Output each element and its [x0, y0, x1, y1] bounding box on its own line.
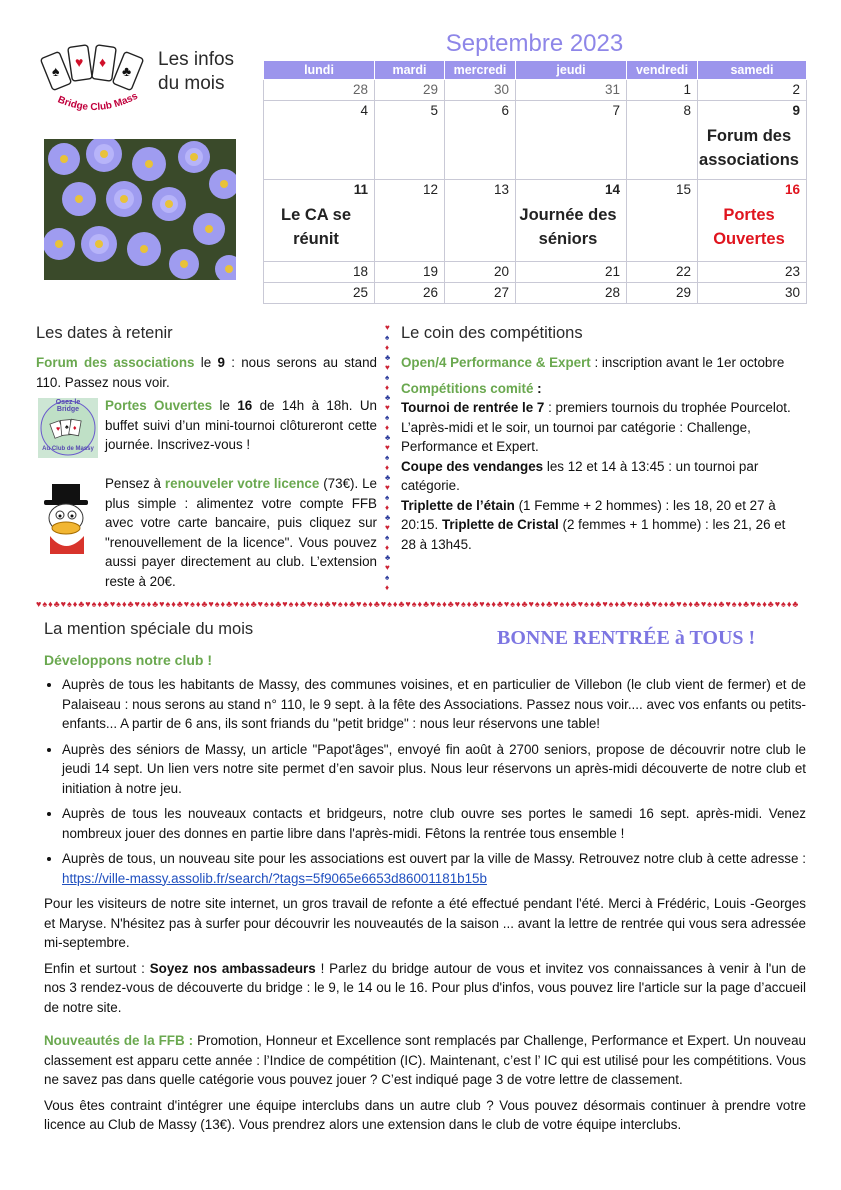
- suit-glyph: ♠: [385, 413, 390, 422]
- day-cell: 29: [627, 283, 698, 304]
- portes-paragraph: [105, 396, 377, 455]
- mention-subheading: Développons notre club !: [44, 652, 213, 668]
- day-cell: 21: [516, 262, 627, 283]
- open-text: : inscription avant le 1er octobre: [590, 355, 785, 370]
- forum-day: 9: [217, 355, 225, 370]
- day-cell: 22: [627, 262, 698, 283]
- suit-glyph: ♥: [385, 363, 390, 372]
- ffb-text: Promotion, Honneur et Excellence sont remplacés par Challenge, Performance et Expert. Un nouveau classement est apparu cette année : l’Indice de compétition (IC). Maintenant, c’est l’ IC qui est utilisé pour les compétitions. Vous ne savez pas dans quelle catégorie vous pouvez jouer ? C’est indiqué page 3 de votre lettre de classement.: [44, 1033, 806, 1087]
- suit-glyph: ♦: [385, 383, 390, 392]
- triplette-paragraph: [401, 496, 804, 555]
- day-header: samedi: [698, 61, 807, 80]
- suit-glyph: ♣: [385, 553, 391, 562]
- licence-text: Pensez à: [105, 476, 165, 491]
- badge-bottom-text: Au Club de Massy: [42, 446, 94, 452]
- licence-text: (73€). Le plus simple : alimentez votre compte FFB avec votre carte bancaire, puis cliquez sur "renouvellement de la licence". Vous pouvez aussi payer directement au club. L’extension reste à 20€.: [105, 476, 377, 589]
- badge-top-text: Osez le Bridge: [55, 399, 81, 413]
- suit-separator: ♥♠♦♣♥♠♦♣♥♠♦♣♥♠♦♣♥♠♦♣♥♠♦♣♥♠♦♣♥♠♦♣♥♠♦♣♥♠♦♣♥♠♦♣♥♠♦♣♥♠♦♣♥♠♦♣♥♠♦♣♥♠♦♣♥♠♦♣♥♠♦♣♥♠♦♣♥♠♦♣♥♠♦♣♥♠♦♣♥♠♦♣♥♠♦♣♥♠♦♣♥♠♦♣♥♠♦♣♥♠♦♣♥♠♦♣♥♠♦♣♥♠♦♣: [36, 599, 800, 609]
- dates-heading: Les dates à retenir: [36, 324, 173, 342]
- suit-glyph: ♦: [385, 583, 390, 592]
- suit-glyph: ♦: [385, 423, 390, 432]
- vendanges-text: les 12 et 14 à 13:45 : un tournoi par catégorie.: [401, 458, 759, 493]
- svg-text:♠: ♠: [52, 63, 60, 79]
- suit-glyph: ♠: [385, 373, 390, 382]
- day-cell: 27: [445, 283, 516, 304]
- comite-line: [401, 379, 804, 399]
- day-cell: 25: [264, 283, 375, 304]
- suit-glyph: ♠: [385, 533, 390, 542]
- day-cell: 7: [516, 101, 627, 180]
- day-cell: 12: [375, 180, 445, 262]
- portes-day: 16: [237, 398, 253, 413]
- day-header: lundi: [264, 61, 375, 80]
- licence-paragraph-top: [105, 474, 377, 591]
- svg-text:♥: ♥: [75, 54, 84, 70]
- refonte-paragraph: Pour les visiteurs de notre site internet, un gros travail de refonte a été effectué pendant l'été. Merci à Frédéric, Louis -Georges et Maryse. N'hésitez pas à surfer pour découvrir les nouveautés de la saison ... avant la lettre de rentrée qui vous sera adressée mi-septembre.: [44, 896, 806, 950]
- osez-le-bridge-badge: [38, 398, 98, 458]
- open-paragraph: [401, 353, 804, 373]
- interclubs-paragraph: Vous êtes contraint d'intégrer une équipe interclubs dans un autre club ? Vous pouvez désormais continuer à prendre votre licence au Club de Massy (13€). Vous prendrez alors une extension dans le club de votre équipe interclubs.: [44, 1097, 806, 1132]
- suit-glyph: ♥: [385, 403, 390, 412]
- suit-glyph: ♦: [385, 343, 390, 352]
- rentree-label: Tournoi de rentrée le 7: [401, 400, 545, 415]
- etain-text: (1 Femme + 2 hommes) : les 18, 20 et 27 à 20:15.: [401, 497, 776, 532]
- etain-label: Triplette de l’étain: [401, 497, 515, 513]
- suit-glyph: ♥: [385, 323, 390, 332]
- event-ca: Le CA se réunit: [281, 206, 351, 248]
- day-cell: 13: [445, 180, 516, 262]
- portes-text: le: [212, 398, 238, 413]
- day-cell: 15: [627, 180, 698, 262]
- calendar-title: Septembre 2023: [445, 30, 624, 57]
- ffb-paragraph: [36, 1031, 806, 1090]
- list-item: [62, 849, 806, 888]
- day-header: mercredi: [445, 61, 516, 80]
- ambassadeurs-paragraph: [36, 959, 806, 1018]
- club-logo: [38, 40, 148, 132]
- svg-text:♦: ♦: [73, 425, 77, 432]
- day-cell-event: [516, 180, 627, 262]
- event-portes-ouvertes: Portes Ouvertes: [713, 206, 785, 248]
- suit-glyph: ♣: [385, 353, 391, 362]
- day-cell: 28: [264, 80, 375, 101]
- svg-text:♠: ♠: [65, 424, 69, 431]
- rentree-paragraph: [401, 398, 804, 457]
- rentree-text: : premiers tournois du trophée Pourcelot. L’après-midi et le soir, un tournoi par catégorie : Challenge, Performance et Expert.: [401, 400, 791, 454]
- suit-glyph: ♠: [385, 453, 390, 462]
- day-number: 11: [353, 182, 368, 197]
- assolib-link[interactable]: https://ville-massy.assolib.fr/search/?tags=5f9065e6653d86001181b15b: [62, 870, 487, 886]
- title-line-2: du mois: [158, 73, 225, 94]
- calendar-week-row: [264, 180, 807, 262]
- day-cell: 30: [698, 283, 807, 304]
- suit-glyph: ♣: [385, 393, 391, 402]
- day-number: 14: [604, 182, 620, 197]
- calendar-header-row: [264, 61, 807, 80]
- suit-glyph: ♠: [385, 333, 390, 342]
- day-header: mardi: [375, 61, 445, 80]
- cristal-text: (2 femmes + 1 homme) : les 21, 26 et 28 à 13h45.: [401, 517, 786, 552]
- list-item: • Auprès de tous les habitants de Massy, des communes voisines, et en particulier de Villebon (le club vient de fermer) et de Palaiseau : nous serons au stand n° 110, le 9 sept. à la fête des Associations. Passez nous voir.... avec vos enfants ou petits-enfants... A partir de 6 ans, ils sont friands du "petit bridge" : nous leur réservons une table!: [62, 675, 806, 734]
- day-number: 9: [792, 103, 800, 118]
- suit-glyph: ♥: [385, 483, 390, 492]
- club-name: Bridge Club Mass: [55, 90, 140, 114]
- day-cell: 29: [375, 80, 445, 101]
- bullet-list: [36, 675, 806, 888]
- day-cell-event: [698, 180, 807, 262]
- calendar-table: [263, 60, 807, 304]
- calendar-week-row: [264, 262, 807, 283]
- list-item-text: Auprès de tous, un nouveau site pour les associations est ouvert par la ville de Massy. Retrouvez notre club à cette adresse :: [62, 851, 806, 866]
- uncle-scrooge-image: [38, 482, 96, 556]
- calendar-week-row: [264, 80, 807, 101]
- suit-glyph: ♥: [385, 523, 390, 532]
- day-cell: 8: [627, 101, 698, 180]
- day-cell: 28: [516, 283, 627, 304]
- aster-flowers-photo: [44, 139, 236, 280]
- day-cell-event: [264, 180, 375, 262]
- competitions-heading: Le coin des compétitions: [401, 324, 583, 342]
- list-item: • Auprès de tous les nouveaux contacts et bridgeurs, notre club ouvre ses portes le samedi 16 sept. après-midi. Venez nombreux jouer des donnes en partie libre dans l'après-midi. Fêtons la rentrée tous ensemble !: [62, 804, 806, 843]
- day-cell: 30: [445, 80, 516, 101]
- ambassadeurs-text: Enfin et surtout :: [44, 960, 150, 976]
- svg-text:♥: ♥: [56, 426, 61, 433]
- day-cell: 18: [264, 262, 375, 283]
- mention-body: [36, 675, 806, 1135]
- svg-text:♦: ♦: [99, 54, 107, 70]
- suit-glyph: ♥: [385, 443, 390, 452]
- suit-glyph: ♠: [385, 573, 390, 582]
- suit-glyph: ♣: [385, 513, 391, 522]
- ambassadeurs-text: ! Parlez du bridge autour de vous et invitez vos connaissances à venir à l'un de nos 3 rendez-vous de découverte du bridge : le 9, le 14 ou le 16. Pour plus d'infos, vous pouvez lire l'article sur la page d’accueil de notre site.: [44, 960, 806, 1015]
- day-header: jeudi: [516, 61, 627, 80]
- day-cell: 2: [698, 80, 807, 101]
- bonne-rentree-banner: BONNE RENTRÉE à TOUS !: [497, 627, 756, 649]
- forum-label: Forum des associations: [36, 355, 195, 370]
- day-cell: 6: [445, 101, 516, 180]
- calendar-week-row: [264, 283, 807, 304]
- suit-glyph: ♥: [385, 563, 390, 572]
- day-cell: 4: [264, 101, 375, 180]
- day-header: vendredi: [627, 61, 698, 80]
- calendar-week-row: [264, 101, 807, 180]
- comite-colon: :: [533, 380, 542, 396]
- day-cell: 19: [375, 262, 445, 283]
- day-cell: 26: [375, 283, 445, 304]
- suit-glyph: ♦: [385, 503, 390, 512]
- portes-label: Portes Ouvertes: [105, 398, 213, 413]
- suit-glyph: ♦: [385, 463, 390, 472]
- day-cell: 20: [445, 262, 516, 283]
- day-cell: 23: [698, 262, 807, 283]
- mention-heading: La mention spéciale du mois: [44, 620, 254, 638]
- forum-text: le: [194, 355, 218, 370]
- suit-glyph: ♠: [385, 493, 390, 502]
- ambassadeurs-bold: Soyez nos ambassadeurs: [149, 960, 316, 976]
- day-cell: 1: [627, 80, 698, 101]
- forum-paragraph: [36, 353, 377, 392]
- event-seniors: Journée des séniors: [519, 206, 617, 248]
- day-cell: 5: [375, 101, 445, 180]
- vendanges-paragraph: [401, 457, 804, 496]
- list-item: • Auprès des séniors de Massy, un article "Papot'âges", envoyé fin août à 2700 seniors, propose de découvrir notre club le jeudi 14 sept. Un lien vers notre site permet d’en savoir plus. Nous leur réservons un après-midi découverte de notre club et initiation à notre jeu.: [62, 740, 806, 799]
- vendanges-label: Coupe des vendanges: [401, 458, 544, 474]
- svg-text:♣: ♣: [122, 63, 132, 79]
- day-number: 16: [784, 182, 800, 197]
- licence-label: renouveler votre licence: [164, 476, 320, 491]
- forum-text: : nous serons au stand 110. Passez nous voir.: [36, 355, 377, 390]
- suit-glyph: ♣: [385, 473, 391, 482]
- ffb-label: Nouveautés de la FFB :: [44, 1033, 194, 1048]
- day-cell-event: [698, 101, 807, 180]
- suit-glyph: ♦: [385, 543, 390, 552]
- event-forum: Forum des associations: [699, 127, 799, 169]
- cristal-label: Triplette de Cristal: [441, 517, 559, 532]
- portes-text: de 14h à 18h. Un buffet suivi d’un mini-tournoi clôtureront cette journée. Inscrivez-vous !: [105, 398, 377, 452]
- suit-glyph: ♣: [385, 433, 391, 442]
- page-title: [158, 48, 234, 96]
- day-cell: 31: [516, 80, 627, 101]
- column-separator: [384, 322, 394, 597]
- open-label: Open/4 Performance & Expert: [401, 355, 591, 370]
- comite-label: Compétitions comité: [401, 380, 534, 396]
- title-line-1: Les infos: [158, 49, 235, 70]
- competitions-body: [401, 353, 804, 554]
